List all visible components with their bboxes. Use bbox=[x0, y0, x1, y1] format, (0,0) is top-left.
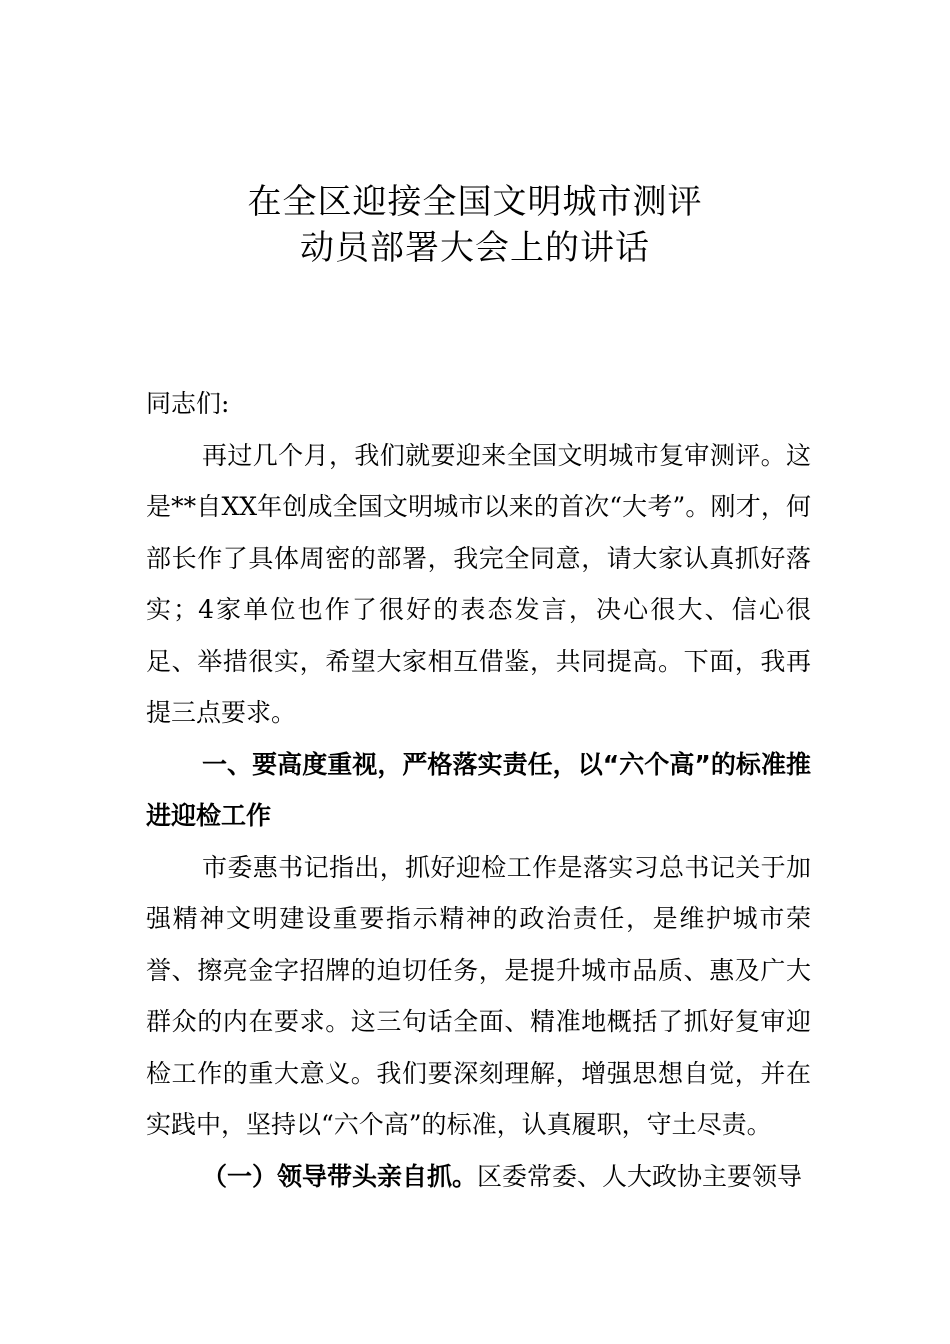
sub-heading-1-text: 区委常委、人大政协主要领导 bbox=[477, 1161, 803, 1191]
section-heading-1: 一、要高度重视，严格落实责任，以“六个高”的标准推进迎检工作 bbox=[146, 749, 811, 830]
document-title-line-2: 动员部署大会上的讲话 bbox=[300, 228, 650, 268]
sub-heading-1-lead: （一）领导带头亲自抓。 bbox=[202, 1161, 478, 1191]
paragraph-1: 再过几个月，我们就要迎来全国文明城市复审测评。这是**自XX年创成全国文明城市以来的首次“大考”。刚才，何部长作了具体周密的部署，我完全同意，请大家认真抓好落实；4家单位也作了很好的表态发言，决心很大、信心很足、举措很实，希望大家相互借鉴，共同提高。下面，我再提三点要求。 bbox=[146, 440, 811, 727]
document-body bbox=[146, 378, 811, 1202]
sub-heading-1 bbox=[146, 1151, 811, 1203]
paragraph-2: 市委惠书记指出，抓好迎检工作是落实习总书记关于加强精神文明建设重要指示精神的政治责任，是维护城市荣誉、擦亮金字招牌的迫切任务，是提升城市品质、惠及广大群众的内在要求。这三句话全面、精准地概括了抓好复审迎检工作的重大意义。我们要深刻理解，增强思想自觉，并在实践中，坚持以“六个高”的标准，认真履职，守土尽责。 bbox=[146, 852, 811, 1139]
salutation: 同志们: bbox=[146, 389, 230, 418]
document-title-line-1: 在全区迎接全国文明城市测评 bbox=[247, 182, 703, 222]
